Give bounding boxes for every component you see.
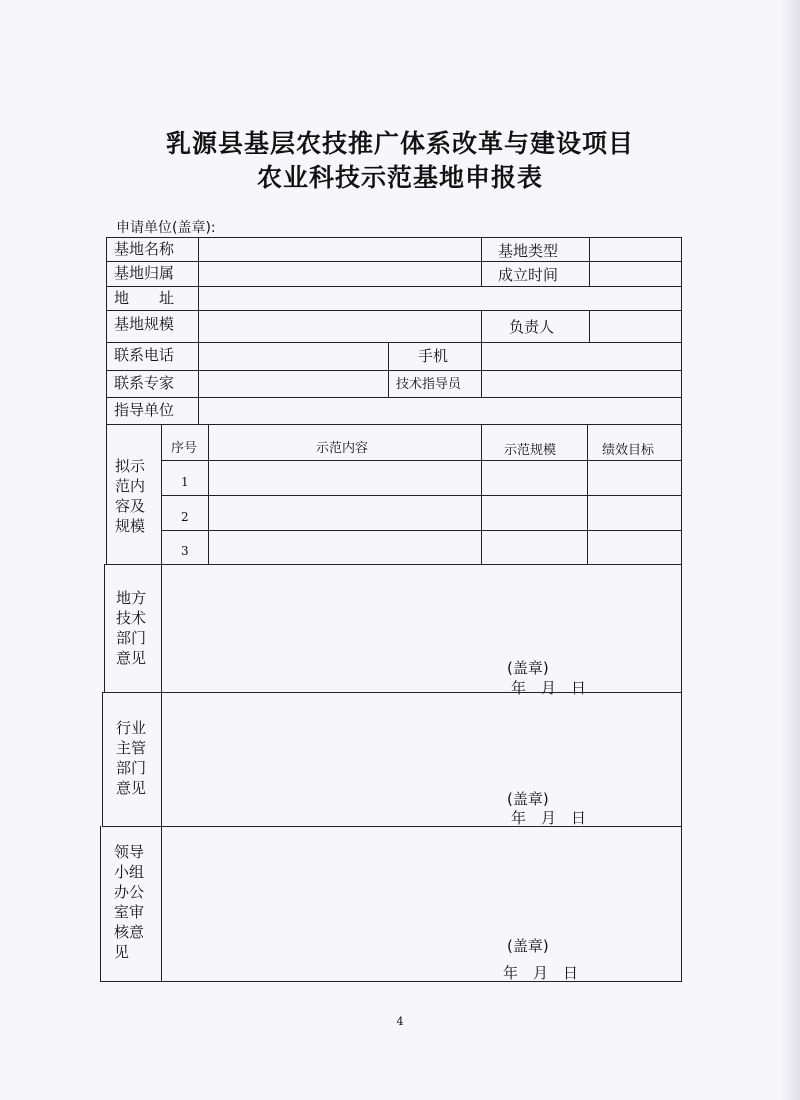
opinion-label-leading-group: 领导小组办公室审核意见: [114, 843, 145, 961]
stamp-placeholder: (盖章): [507, 937, 549, 955]
grid-line: [106, 261, 682, 262]
col-seq-header: 序号: [171, 441, 198, 456]
demo-row-number: 3: [181, 544, 189, 558]
label-tech-instructor: 技术指导员: [396, 377, 462, 392]
grid-line: [102, 826, 682, 827]
date-placeholder: 年 月 日: [511, 809, 587, 827]
grid-line: [104, 564, 682, 565]
grid-line: [106, 286, 682, 287]
grid-line: [106, 237, 107, 564]
date-placeholder: 年 月 日: [511, 679, 587, 697]
grid-line: [481, 237, 482, 286]
grid-line: [161, 530, 682, 531]
grid-line: [161, 460, 682, 461]
grid-line: [106, 310, 682, 311]
demo-row-number: 1: [181, 475, 189, 489]
grid-line: [589, 310, 590, 342]
label-base-affiliation: 基地归属: [114, 264, 175, 282]
title-line-1: 乳源县基层农技推广体系改革与建设项目: [165, 129, 634, 158]
grid-line: [106, 424, 682, 425]
col-scale-header: 示范规模: [504, 443, 557, 458]
grid-line: [481, 310, 482, 342]
stamp-placeholder: (盖章): [507, 659, 549, 677]
date-placeholder: 年 月 日: [503, 964, 579, 982]
label-expert: 联系专家: [114, 374, 175, 392]
grid-line: [106, 237, 682, 238]
label-base-scale: 基地规模: [114, 315, 175, 333]
label-mobile: 手机: [418, 347, 449, 365]
grid-line: [103, 692, 682, 693]
applicant-label: 申请单位(盖章):: [116, 220, 216, 236]
grid-line: [481, 424, 482, 564]
grid-line: [208, 424, 209, 564]
grid-line: [102, 692, 103, 826]
title-line-2: 农业科技示范基地申报表: [256, 163, 543, 192]
label-address: 地 址: [114, 289, 175, 307]
stamp-placeholder: (盖章): [507, 790, 549, 808]
grid-line: [161, 424, 162, 981]
label-guide-unit: 指导单位: [114, 401, 175, 419]
label-established: 成立时间: [498, 266, 559, 284]
opinion-label-industry: 行业主管部门意见: [116, 719, 147, 797]
grid-line: [161, 495, 682, 496]
col-target-header: 绩效目标: [602, 443, 655, 458]
demo-row-number: 2: [181, 510, 189, 524]
page-number: 4: [396, 1015, 404, 1028]
demo-section-label: 拟示范内容及规模: [115, 457, 146, 535]
grid-line: [106, 397, 682, 398]
grid-line: [100, 826, 101, 981]
col-content-header: 示范内容: [316, 441, 369, 456]
opinion-label-local-tech: 地方技术部门意见: [116, 589, 147, 667]
label-base-name: 基地名称: [114, 240, 175, 258]
grid-line: [100, 981, 682, 982]
grid-line: [681, 237, 682, 982]
grid-line: [104, 564, 105, 692]
grid-line: [106, 342, 682, 343]
grid-line: [388, 342, 389, 397]
label-base-type: 基地类型: [498, 242, 559, 260]
grid-line: [198, 237, 199, 424]
grid-line: [481, 342, 482, 397]
grid-line: [589, 237, 590, 286]
grid-line: [106, 370, 682, 371]
label-person-in-charge: 负责人: [509, 318, 555, 336]
label-phone: 联系电话: [114, 346, 175, 364]
grid-line: [587, 424, 588, 564]
